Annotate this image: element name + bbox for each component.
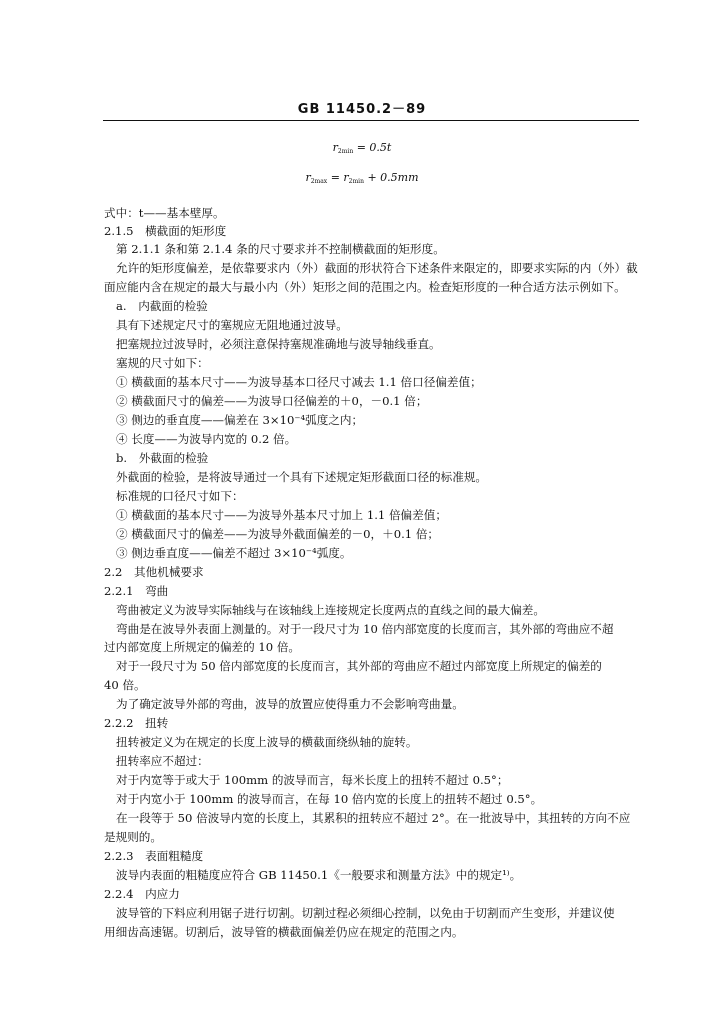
paragraph-line: 对于内宽小于 100mm 的波导而言，在每 10 倍内宽的长度上的扭转不超过 0.5°。 bbox=[116, 792, 543, 806]
formula-r2max bbox=[0, 171, 724, 185]
list-item: ③ 侧边垂直度——偏差不超过 3×10⁻⁴弧度。 bbox=[116, 546, 352, 560]
formula-expression: = r bbox=[330, 171, 349, 184]
section-heading: 2.2 其他机械要求 bbox=[104, 565, 204, 579]
standard-header: GB 11450.2－89 bbox=[297, 102, 427, 117]
formula-symbol: r bbox=[305, 171, 311, 184]
paragraph-line: 对于内宽等于或大于 100mm 的波导而言，每米长度上的扭转不超过 0.5°； bbox=[116, 773, 509, 787]
list-item: ① 横截面的基本尺寸——为波导基本口径尺寸减去 1.1 倍口径偏差值； bbox=[116, 375, 482, 389]
paragraph-line: 对于一段尺寸为 50 倍内部宽度的长度而言，其外部的弯曲应不超过内部宽度上所规定的偏差的 bbox=[116, 659, 602, 673]
formula-subscript: 2min bbox=[337, 148, 354, 155]
paragraph-line: 面应能内含在规定的最大与最小内（外）矩形之间的范围之内。检查矩形度的一种合适方法示例如下。 bbox=[104, 280, 626, 294]
paragraph-line: 波导内表面的粗糙度应符合 GB 11450.1《一般要求和测量方法》中的规定¹⁾。 bbox=[116, 868, 522, 882]
section-heading: 2.2.2 扭转 bbox=[104, 716, 169, 730]
list-item: ② 横截面尺寸的偏差——为波导外截面偏差的－0，＋0.1 倍； bbox=[116, 527, 440, 541]
list-item: ② 横截面尺寸的偏差——为波导口径偏差的＋0，－0.1 倍； bbox=[116, 394, 428, 408]
paragraph-line: 40 倍。 bbox=[104, 678, 146, 692]
paragraph-line: 在一段等于 50 倍波导内宽的长度上，其累积的扭转应不超过 2°。在一批波导中，其扭转的方向不应 bbox=[116, 811, 631, 825]
where-clause: 式中：t——基本壁厚。 bbox=[104, 206, 225, 220]
paragraph-line: 允许的矩形度偏差，是依靠要求内（外）截面的形状符合下述条件来限定的，即要求实际的内（外）截 bbox=[116, 261, 638, 275]
paragraph-line: 弯曲是在波导外表面上测量的。对于一段尺寸为 10 倍内部宽度的长度而言，其外部的弯曲应不超 bbox=[116, 622, 614, 636]
paragraph-line: 是规则的。 bbox=[104, 830, 162, 844]
paragraph-line: 扭转被定义为在规定的长度上波导的横截面绕纵轴的旋转。 bbox=[116, 735, 418, 749]
formula-expression: + 0.5mm bbox=[367, 171, 419, 184]
section-heading: 2.2.4 内应力 bbox=[104, 887, 180, 901]
paragraph-line: 弯曲被定义为波导实际轴线与在该轴线上连接规定长度两点的直线之间的最大偏差。 bbox=[116, 603, 545, 617]
paragraph-line: 第 2.1.1 条和第 2.1.4 条的尺寸要求并不控制横截面的矩形度。 bbox=[116, 242, 445, 256]
paragraph-line: 标准规的口径尺寸如下： bbox=[116, 489, 244, 503]
paragraph-line: 波导管的下料应利用锯子进行切割。切割过程必须细心控制，以免由于切割而产生变形，并建议使 bbox=[116, 906, 615, 920]
paragraph-line: 具有下述规定尺寸的塞规应无阻地通过波导。 bbox=[116, 318, 348, 332]
paragraph-line: 把塞规拉过波导时，必须注意保持塞规准确地与波导轴线垂直。 bbox=[116, 337, 441, 351]
formula-subscript: 2min bbox=[348, 178, 364, 185]
section-heading: 2.1.5 横截面的矩形度 bbox=[104, 224, 227, 238]
section-heading: 2.2.3 表面粗糙度 bbox=[104, 849, 204, 863]
header-rule bbox=[103, 120, 639, 121]
formula-r2min bbox=[0, 141, 724, 155]
paragraph-line: 塞规的尺寸如下： bbox=[116, 356, 209, 370]
section-heading: 2.2.1 弯曲 bbox=[104, 584, 169, 598]
subsection-heading: a. 内截面的检验 bbox=[116, 299, 208, 313]
list-item: ③ 侧边的垂直度——偏差在 3×10⁻⁴弧度之内； bbox=[116, 413, 364, 427]
subsection-heading: b. 外截面的检验 bbox=[116, 451, 209, 465]
paragraph-line: 为了确定波导外部的弯曲，波导的放置应使得重力不会影响弯曲量。 bbox=[116, 697, 464, 711]
paragraph-line: 过内部宽度上所规定的偏差的 10 倍。 bbox=[104, 640, 301, 654]
paragraph-line: 外截面的检验，是将波导通过一个具有下述规定矩形截面口径的标准规。 bbox=[116, 470, 488, 484]
formula-expression: = 0.5t bbox=[356, 141, 392, 154]
formula-symbol: r bbox=[332, 141, 338, 154]
formula-subscript: 2max bbox=[310, 178, 328, 185]
paragraph-line: 用细齿高速锯。切割后，波导管的横截面偏差仍应在规定的范围之内。 bbox=[104, 925, 464, 939]
list-item: ① 横截面的基本尺寸——为波导外基本尺寸加上 1.1 倍偏差值； bbox=[116, 508, 447, 522]
paragraph-line: 扭转率应不超过： bbox=[116, 754, 209, 768]
list-item: ④ 长度——为波导内宽的 0.2 倍。 bbox=[116, 432, 297, 446]
